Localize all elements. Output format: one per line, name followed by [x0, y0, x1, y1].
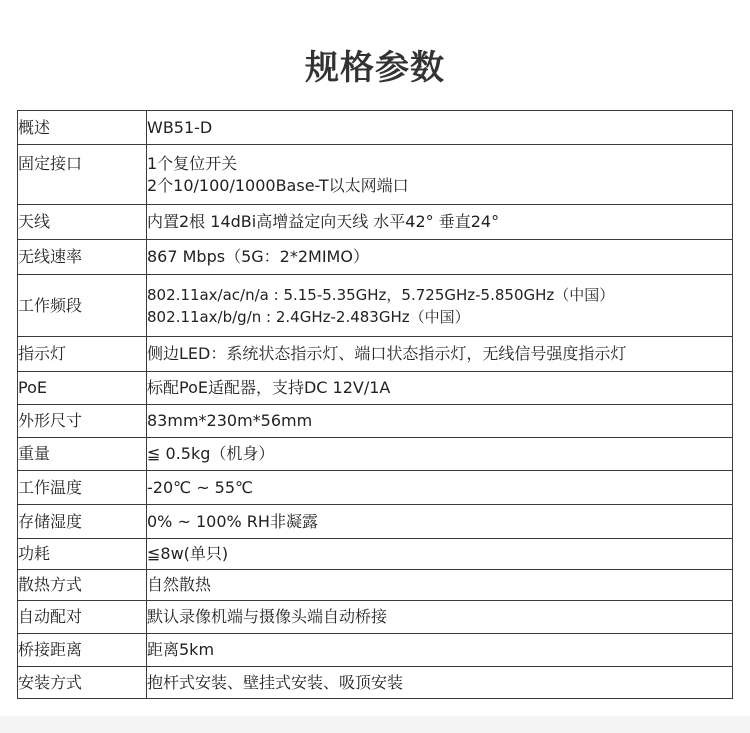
- row-value: [147, 275, 733, 337]
- row-label: 无线速率: [18, 240, 147, 275]
- row-label: 重量: [18, 438, 147, 471]
- table-row: [18, 438, 733, 471]
- row-value: [147, 634, 733, 667]
- row-value: [147, 570, 733, 601]
- row-label: 外形尺寸: [18, 405, 147, 438]
- table-row: [18, 240, 733, 275]
- row-label: PoE: [18, 372, 147, 405]
- value-line: 标配PoE适配器，支持DC 12V/1A: [147, 378, 391, 397]
- table-row: [18, 111, 733, 145]
- value-line: 距离5km: [147, 640, 215, 659]
- value-line: 1个复位开关: [147, 153, 238, 173]
- table-row: [18, 667, 733, 699]
- value-line: 867 Mbps（5G：2*2MIMO）: [147, 247, 369, 266]
- row-label: 桥接距离: [18, 634, 147, 667]
- value-line: 默认录像机端与摄像头端自动桥接: [147, 607, 388, 626]
- row-value: [147, 667, 733, 699]
- row-value: [147, 601, 733, 634]
- row-value: [147, 505, 733, 539]
- value-line: 自然散热: [147, 575, 212, 594]
- table-row: [18, 505, 733, 539]
- value-line: 抱杆式安装、壁挂式安装、吸顶安装: [147, 672, 404, 692]
- value-line: ≦ 0.5kg（机身）: [147, 444, 275, 463]
- row-value: [147, 337, 733, 372]
- row-label: 存储湿度: [18, 505, 147, 539]
- row-value: [147, 145, 733, 205]
- row-value: [147, 240, 733, 275]
- row-label: 工作频段: [18, 275, 147, 337]
- value-line: ≦8w(单只): [147, 544, 229, 563]
- row-label: 安装方式: [18, 667, 147, 699]
- bottom-band: [0, 716, 750, 733]
- row-value: [147, 438, 733, 471]
- table-row: [18, 471, 733, 505]
- table-row: [18, 145, 733, 205]
- table-row: [18, 205, 733, 240]
- spec-table: [17, 110, 733, 699]
- row-label: 固定接口: [18, 145, 147, 205]
- table-row: [18, 634, 733, 667]
- table-row: [18, 601, 733, 634]
- row-value: [147, 405, 733, 438]
- row-label: 概述: [18, 111, 147, 145]
- value-line: WB51-D: [147, 117, 213, 137]
- value-line: 802.11ax/ac/n/a : 5.15-5.35GHz，5.725GHz-5.850GHz（中国）: [147, 285, 615, 304]
- row-value: [147, 111, 733, 145]
- value-line: 2个10/100/1000Base-T以太网端口: [147, 175, 409, 195]
- row-value: [147, 471, 733, 505]
- page-title: 规格参数: [305, 48, 445, 88]
- row-label: 工作温度: [18, 471, 147, 505]
- value-line: 802.11ax/b/g/n : 2.4GHz-2.483GHz（中国）: [147, 307, 470, 326]
- table-row: [18, 539, 733, 570]
- table-row: [18, 275, 733, 337]
- row-label: 散热方式: [18, 570, 147, 601]
- row-value: [147, 539, 733, 570]
- row-value: [147, 372, 733, 405]
- row-label: 指示灯: [18, 337, 147, 372]
- value-line: -20℃ ~ 55℃: [147, 477, 254, 497]
- row-label: 自动配对: [18, 601, 147, 634]
- row-label: 功耗: [18, 539, 147, 570]
- table-row: [18, 570, 733, 601]
- value-line: 83mm*230m*56mm: [147, 411, 313, 430]
- value-line: 0% ~ 100% RH非凝露: [147, 511, 318, 531]
- table-row: [18, 405, 733, 438]
- value-line: 内置2根 14dBi高增益定向天线 水平42° 垂直24°: [147, 212, 500, 231]
- value-line: 侧边LED：系统状态指示灯、端口状态指示灯，无线信号强度指示灯: [147, 344, 627, 363]
- row-value: [147, 205, 733, 240]
- table-row: [18, 372, 733, 405]
- table-row: [18, 337, 733, 372]
- row-label: 天线: [18, 205, 147, 240]
